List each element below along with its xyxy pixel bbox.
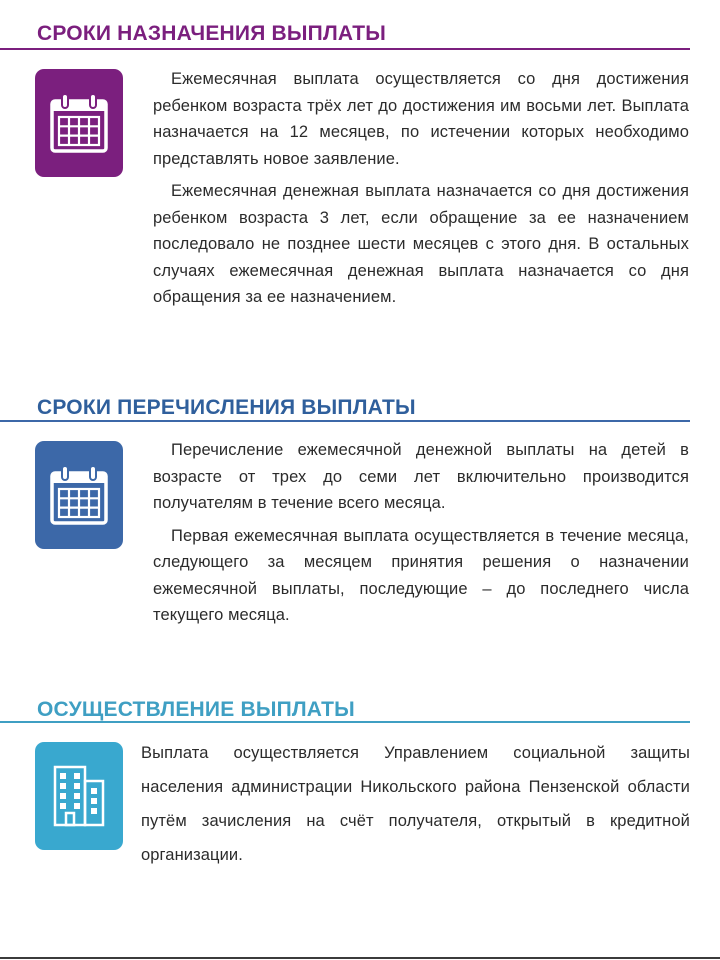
paragraph: Выплата осуществляется Управлением социальной защиты населения администрации Никольского района Пензенской области путём зачисления на счёт получателя, открытый в кредитной организации. bbox=[141, 744, 690, 864]
paragraph: Ежемесячная денежная выплата назначается со дня достижения ребенком возраста 3 лет, если обращение за ее назначением последовало не позднее шести месяцев с этого дня. В остальных случаях ежемесячная денежная выплата назначается со дня обращения за ее назначением. bbox=[153, 182, 689, 306]
paragraph: Перечисление ежемесячной денежной выплаты на детей в возрасте от трех до семи лет включительно производится получателям в течение всего месяца. bbox=[153, 441, 689, 512]
calendar-icon bbox=[49, 463, 109, 527]
calendar-icon-box bbox=[35, 441, 123, 549]
page-bottom-divider bbox=[0, 957, 720, 959]
office-building-icon bbox=[49, 761, 109, 831]
building-icon-box bbox=[35, 742, 123, 850]
section-heading: ОСУЩЕСТВЛЕНИЕ ВЫПЛАТЫ bbox=[37, 698, 355, 721]
section-divider bbox=[0, 420, 690, 422]
section-divider bbox=[0, 48, 690, 50]
paragraph: Первая ежемесячная выплата осуществляется в течение месяца, следующего за месяцем принятия решения о назначении ежемесячной выплаты, последующие – до последнего числа текущего месяца. bbox=[153, 526, 689, 624]
paragraph: Ежемесячная выплата осуществляется со дня достижения ребенком возраста трёх лет до достижения им восьми лет. Выплата назначается на 12 месяцев, по истечении которых необходимо представлять новое заявление. bbox=[153, 70, 689, 168]
calendar-icon bbox=[49, 91, 109, 155]
section-divider bbox=[0, 721, 690, 723]
calendar-icon-box bbox=[35, 69, 123, 177]
section-heading: СРОКИ НАЗНАЧЕНИЯ ВЫПЛАТЫ bbox=[37, 22, 387, 45]
section-body bbox=[153, 437, 689, 635]
section-body bbox=[153, 66, 689, 317]
section-body bbox=[141, 736, 690, 878]
section-heading: СРОКИ ПЕРЕЧИСЛЕНИЯ ВЫПЛАТЫ bbox=[37, 396, 416, 419]
